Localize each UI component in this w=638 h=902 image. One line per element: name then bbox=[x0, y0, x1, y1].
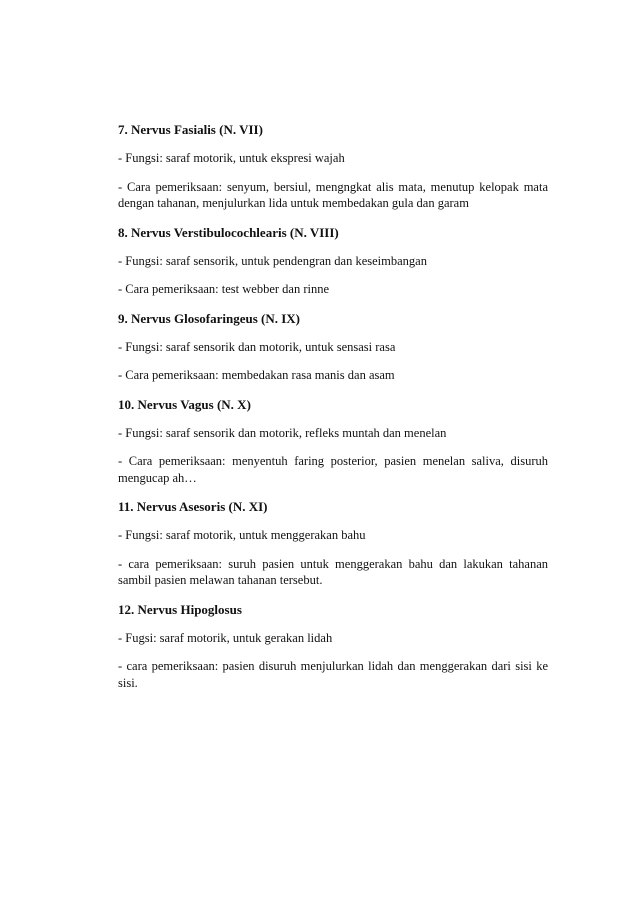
section-nervus-asesoris bbox=[118, 498, 548, 589]
cara-pemeriksaan-text: - Cara pemeriksaan: menyentuh faring posterior, pasien menelan saliva, disuruh mengucap ah… bbox=[118, 454, 548, 485]
cara-pemeriksaan-text: - cara pemeriksaan: pasien disuruh menjulurkan lidah dan menggerakan dari sisi ke sisi. bbox=[118, 659, 548, 690]
fungsi-text: - Fungsi: saraf motorik, untuk menggerakan bahu bbox=[118, 528, 366, 542]
fungsi-text: - Fungsi: saraf motorik, untuk ekspresi wajah bbox=[118, 151, 345, 165]
section-nervus-fasialis bbox=[118, 121, 548, 212]
fungsi-text: - Fungsi: saraf sensorik dan motorik, refleks muntah dan menelan bbox=[118, 425, 447, 440]
section-nervus-verstibulocochlearis bbox=[118, 224, 548, 298]
section-nervus-hipoglosus bbox=[118, 601, 548, 692]
section-heading: 12. Nervus Hipoglosus bbox=[118, 601, 242, 617]
section-heading: 10. Nervus Vagus (N. X) bbox=[118, 396, 251, 412]
section-heading: 8. Nervus Verstibulocochlearis (N. VIII) bbox=[118, 224, 339, 240]
section-heading: 7. Nervus Fasialis (N. VII) bbox=[118, 122, 263, 137]
cara-pemeriksaan-text: - Cara pemeriksaan: membedakan rasa manis dan asam bbox=[118, 368, 395, 382]
fungsi-text: - Fugsi: saraf motorik, untuk gerakan lidah bbox=[118, 630, 333, 645]
section-heading: 9. Nervus Glosofaringeus (N. IX) bbox=[118, 310, 300, 326]
section-heading: 11. Nervus Asesoris (N. XI) bbox=[118, 499, 268, 514]
cara-pemeriksaan-text: - Cara pemeriksaan: senyum, bersiul, mengngkat alis mata, menutup kelopak mata dengan tahanan, menjulurkan lida untuk membedakan gula dan garam bbox=[118, 179, 548, 210]
section-nervus-vagus bbox=[118, 396, 548, 487]
section-nervus-glosofaringeus bbox=[118, 310, 548, 384]
fungsi-text: - Fungsi: saraf sensorik dan motorik, untuk sensasi rasa bbox=[118, 339, 396, 354]
document-content bbox=[118, 121, 548, 703]
cara-pemeriksaan-text: - cara pemeriksaan: suruh pasien untuk menggerakan bahu dan lakukan tahanan sambil pasien melawan tahanan tersebut. bbox=[118, 556, 548, 587]
fungsi-text: - Fungsi: saraf sensorik, untuk pendengran dan keseimbangan bbox=[118, 253, 427, 268]
cara-pemeriksaan-text: - Cara pemeriksaan: test webber dan rinne bbox=[118, 282, 330, 296]
